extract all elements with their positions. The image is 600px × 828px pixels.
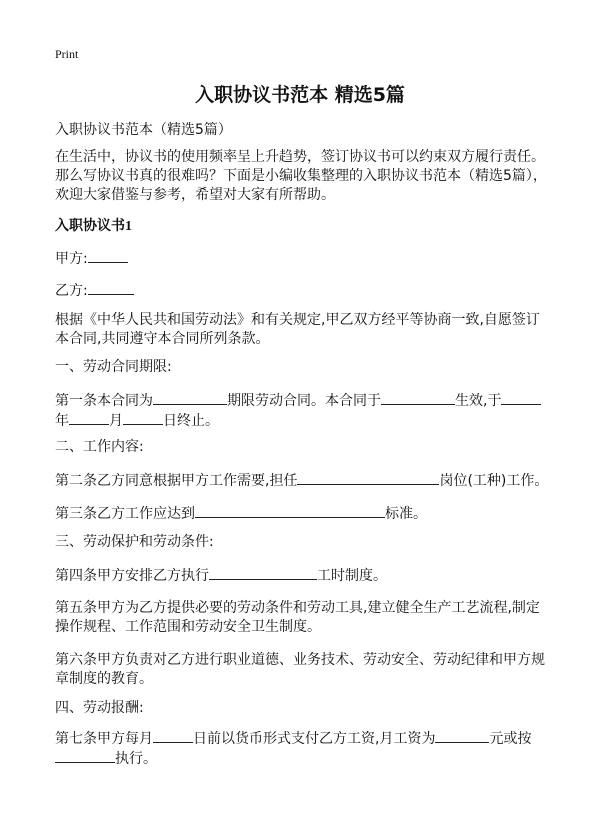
- text: 生效,于: [455, 393, 502, 409]
- heading-work-content: 二、工作内容:: [55, 439, 144, 455]
- text: 工时制度。: [317, 568, 387, 584]
- blank: [153, 391, 227, 405]
- text: 岗位(工种)工作。: [439, 473, 549, 489]
- article-6: 第六条甲方负责对乙方进行职业道德、业务技术、劳动安全、劳动纪律和甲方规章制度的教育。: [55, 652, 545, 687]
- text: 年: [55, 413, 69, 429]
- blank: [55, 749, 115, 763]
- text: 月: [109, 413, 123, 429]
- article-7: [55, 729, 550, 769]
- party-b-line: [55, 281, 550, 301]
- text: 期限劳动合同。本合同于: [227, 393, 381, 409]
- article-2: [55, 471, 550, 491]
- blank: [435, 729, 489, 743]
- blank: [69, 411, 109, 425]
- heading-labor-protection: 三、劳动保护和劳动条件:: [55, 534, 214, 550]
- blank: [501, 391, 541, 405]
- section-heading: 入职协议书1: [55, 219, 132, 234]
- blank: [297, 471, 439, 485]
- print-link[interactable]: Print: [55, 47, 79, 61]
- text: 第七条甲方每月: [55, 731, 153, 747]
- text: 执行。: [115, 751, 157, 767]
- blank: [123, 411, 163, 425]
- party-b-blank: [88, 281, 134, 295]
- text: 日终止。: [163, 413, 219, 429]
- blank: [153, 729, 193, 743]
- document-title: 入职协议书范本 精选5篇: [195, 84, 405, 106]
- blank: [209, 566, 317, 580]
- article-3: [55, 504, 550, 524]
- party-a-label: 甲方:: [55, 251, 88, 267]
- party-a-blank: [88, 249, 128, 263]
- text: 第二条乙方同意根据甲方工作需要,担任: [55, 473, 298, 489]
- text: 第三条乙方工作应达到: [55, 506, 195, 522]
- blank: [195, 504, 385, 518]
- text: 元或按: [489, 731, 532, 747]
- text: 第四条甲方安排乙方执行: [55, 568, 209, 584]
- text: 日前以货币形式支付乙方工资,月工资为: [193, 731, 436, 747]
- preamble-paragraph: 根据《中华人民共和国劳动法》和有关规定,甲乙双方经平等协商一致,自愿签订本合同,共同遵守本合同所列条款。: [55, 312, 540, 347]
- party-b-label: 乙方:: [55, 283, 88, 299]
- article-1: [55, 391, 550, 431]
- blank: [381, 391, 455, 405]
- text: 标准。: [385, 506, 427, 522]
- text: 第一条本合同为: [55, 393, 153, 409]
- intro-paragraph: 在生活中，协议书的使用频率呈上升趋势，签订协议书可以约束双方履行责任。那么写协议书真的很难吗？下面是小编收集整理的入职协议书范本（精选5篇），欢迎大家借鉴与参考，希望对大家有所帮助。: [55, 149, 547, 203]
- article-5: 第五条甲方为乙方提供必要的劳动条件和劳动工具,建立健全生产工艺流程,制定操作规程、工作范围和劳动安全卫生制度。: [55, 600, 540, 635]
- party-a-line: [55, 249, 550, 269]
- heading-contract-term: 一、劳动合同期限:: [55, 359, 172, 375]
- heading-remuneration: 四、劳动报酬:: [55, 700, 144, 716]
- subtitle: 入职协议书范本（精选5篇）: [55, 122, 232, 138]
- article-4: [55, 566, 550, 586]
